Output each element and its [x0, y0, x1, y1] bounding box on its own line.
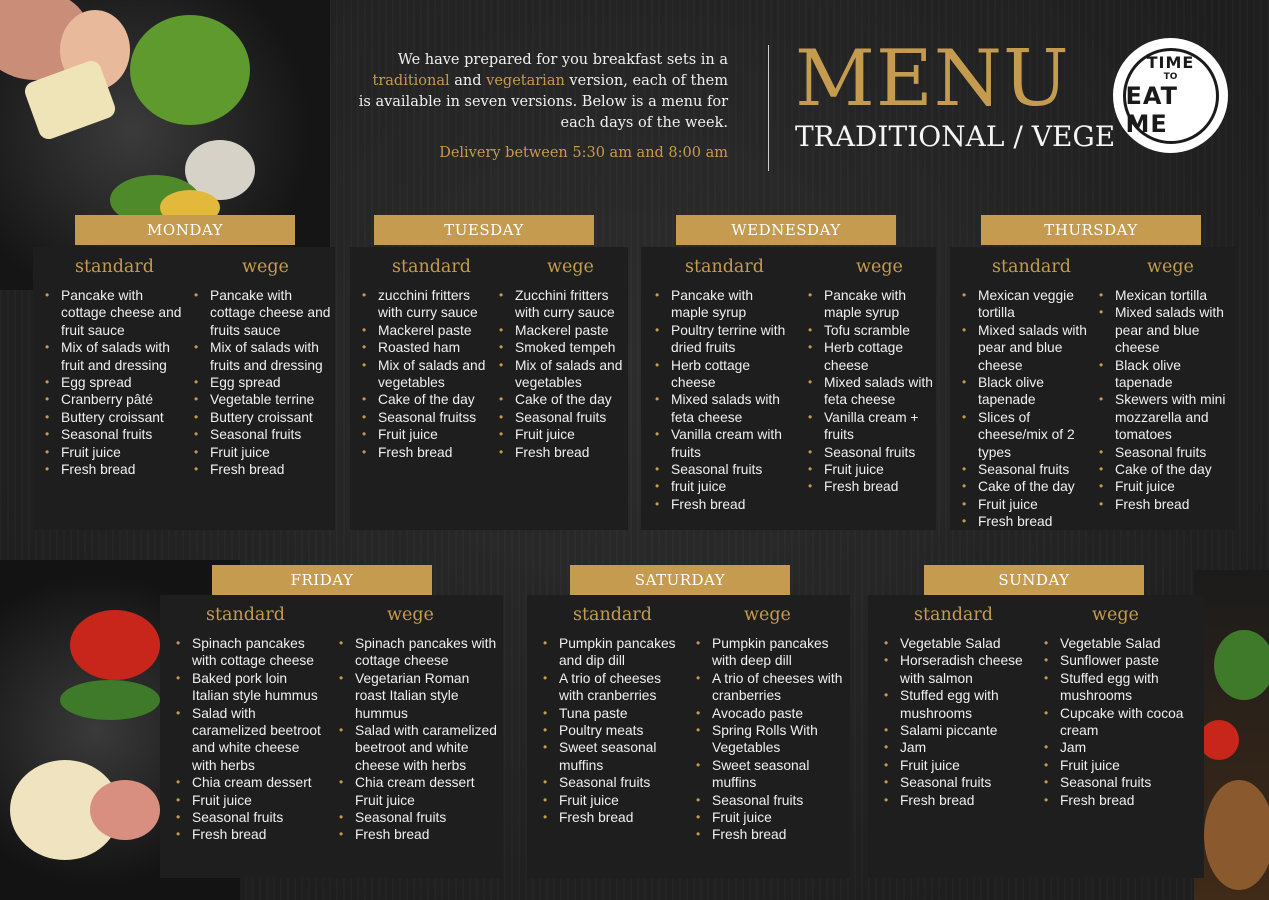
- menu-item: • Seasonal fruits: [1095, 444, 1235, 461]
- standard-item-list: [172, 635, 323, 844]
- menu-item: • Pumpkin pancakes with deep dill: [692, 635, 850, 670]
- day-card-saturday: [527, 595, 850, 878]
- menu-item: • Fresh bread: [41, 461, 182, 478]
- standard-column-title: standard: [914, 605, 993, 625]
- menu-item: • Skewers with mini mozzarella and tomatoes: [1095, 391, 1235, 443]
- wege-item-list: [1040, 635, 1204, 809]
- menu-item: • Mix of salads with fruit and dressing: [41, 339, 182, 374]
- menu-item: • Buttery croissant: [41, 409, 182, 426]
- wege-item-list: [804, 287, 936, 496]
- menu-item: • Seasonal fruits: [190, 426, 335, 443]
- menu-item: • Tuna paste: [539, 705, 680, 722]
- menu-item: • Stuffed egg with mushrooms: [1040, 670, 1204, 705]
- menu-item: • Spinach pancakes with cottage cheese: [172, 635, 323, 670]
- wege-column: [182, 257, 335, 530]
- standard-item-list: [958, 287, 1087, 531]
- menu-item: • Seasonal fruits: [41, 426, 182, 443]
- standard-column-title: standard: [206, 605, 285, 625]
- standard-column-title: standard: [685, 257, 764, 277]
- menu-item: • Roasted ham: [358, 339, 487, 356]
- menu-item: • Black olive tapenade: [1095, 357, 1235, 392]
- menu-item: • Fruit juice: [539, 792, 680, 809]
- menu-item: • Cranberry pâté: [41, 391, 182, 408]
- day-header-tuesday: TUESDAY: [374, 215, 594, 245]
- menu-item: • Fruit juice: [190, 444, 335, 461]
- menu-item: • Mixed salads with pear and blue cheese: [1095, 304, 1235, 356]
- menu-item: • Mix of salads with fruits and dressing: [190, 339, 335, 374]
- menu-item: • Mackerel paste: [358, 322, 487, 339]
- menu-item: • Fresh bread: [880, 792, 1028, 809]
- menu-item: • Mackerel paste: [495, 322, 628, 339]
- food-photo-bottom-right: [1194, 570, 1269, 900]
- menu-subtitle: TRADITIONAL / VEGE: [795, 120, 1116, 153]
- menu-item: • Vanilla cream + fruits: [804, 409, 936, 444]
- standard-column: [950, 257, 1087, 530]
- menu-item: • Fresh bread: [651, 496, 794, 513]
- menu-item: • Sweet seasonal muffins: [692, 757, 850, 792]
- menu-item: • Seasonal fruits: [880, 774, 1028, 791]
- menu-item: • Tofu scramble: [804, 322, 936, 339]
- menu-item: • Fresh bread: [335, 826, 503, 843]
- menu-item: • A trio of cheeses with cranberries: [539, 670, 680, 705]
- intro-text: We have prepared for you breakfast sets in a traditional and vegetarian version, each of them is available in seven versions. Below is a menu for each days of the week. Delivery between 5:30 am and 8:00 am: [345, 50, 728, 164]
- menu-item: • Avocado paste: [692, 705, 850, 722]
- menu-item: • Stuffed egg with mushrooms: [880, 687, 1028, 722]
- menu-item: • Fresh bread: [1095, 496, 1235, 513]
- day-header-friday: FRIDAY: [212, 565, 432, 595]
- menu-item: • Egg spread: [190, 374, 335, 391]
- menu-item: • Mix of salads and vegetables: [358, 357, 487, 392]
- menu-item: • A trio of cheeses with cranberries: [692, 670, 850, 705]
- wege-column-title: wege: [856, 257, 903, 277]
- menu-item: • Mix of salads and vegetables: [495, 357, 628, 392]
- menu-item: • Mixed salads with feta cheese: [804, 374, 936, 409]
- wege-column: [794, 257, 936, 530]
- standard-column: [641, 257, 794, 530]
- menu-item: • Seasonal fruits: [539, 774, 680, 791]
- time-to-eat-me-logo: TIME TO EAT ME: [1113, 38, 1228, 153]
- menu-item: • Fruit juice: [692, 809, 850, 826]
- menu-item: • Mixed salads with pear and blue cheese: [958, 322, 1087, 374]
- menu-item: • Fresh bread: [172, 826, 323, 843]
- standard-column-title: standard: [75, 257, 154, 277]
- menu-item: • Pancake with cottage cheese and fruits sauce: [190, 287, 335, 339]
- menu-item: • Spring Rolls With Vegetables: [692, 722, 850, 757]
- vegetarian-highlight: vegetarian: [486, 73, 565, 89]
- menu-item: • Pancake with maple syrup: [651, 287, 794, 322]
- menu-item: • Fruit juice: [358, 426, 487, 443]
- menu-item: • Salad with caramelized beetroot and white cheese with herbs: [172, 705, 323, 775]
- menu-item: • Seasonal fruits: [495, 409, 628, 426]
- menu-item: • Seasonal fruits: [651, 461, 794, 478]
- menu-item: • Vegetarian Roman roast Italian style hummus: [335, 670, 503, 722]
- day-card-monday: [33, 247, 335, 530]
- standard-column: [350, 257, 487, 530]
- menu-item: • Fruit juice: [880, 757, 1028, 774]
- menu-item: • Jam: [1040, 739, 1204, 756]
- wege-item-list: [1095, 287, 1235, 513]
- menu-item: • Poultry meats: [539, 722, 680, 739]
- menu-item: • Cake of the day: [958, 478, 1087, 495]
- wege-column: [1087, 257, 1235, 530]
- menu-item: • Seasonal fruitss: [358, 409, 487, 426]
- menu-item: • Chia cream dessert: [172, 774, 323, 791]
- menu-item: • Horseradish cheese with salmon: [880, 652, 1028, 687]
- day-header-wednesday: WEDNESDAY: [676, 215, 896, 245]
- menu-item: • Chia cream dessert Fruit juice: [335, 774, 503, 809]
- menu-item: • Fresh bread: [692, 826, 850, 843]
- menu-item: • Buttery croissant: [190, 409, 335, 426]
- menu-item: • Fresh bread: [190, 461, 335, 478]
- wege-column-title: wege: [242, 257, 289, 277]
- menu-item: • Mixed salads with feta cheese: [651, 391, 794, 426]
- menu-item: • Sunflower paste: [1040, 652, 1204, 669]
- menu-item: • Herb cottage cheese: [804, 339, 936, 374]
- wege-item-list: [495, 287, 628, 461]
- menu-item: • fruit juice: [651, 478, 794, 495]
- day-card-thursday: [950, 247, 1235, 530]
- day-card-wednesday: [641, 247, 936, 530]
- menu-item: • Fruit juice: [41, 444, 182, 461]
- menu-item: • Fruit juice: [172, 792, 323, 809]
- wege-item-list: [190, 287, 335, 478]
- standard-column-title: standard: [392, 257, 471, 277]
- menu-item: • Fresh bread: [1040, 792, 1204, 809]
- menu-item: • Seasonal fruits: [172, 809, 323, 826]
- menu-item: • Mexican veggie tortilla: [958, 287, 1087, 322]
- day-card-tuesday: [350, 247, 628, 530]
- header-divider: [768, 45, 769, 171]
- day-card-friday: [160, 595, 503, 878]
- menu-item: • Vegetable Salad: [1040, 635, 1204, 652]
- menu-item: • Pancake with cottage cheese and fruit sauce: [41, 287, 182, 339]
- wege-column-title: wege: [547, 257, 594, 277]
- menu-item: • Fruit juice: [804, 461, 936, 478]
- menu-item: • Fresh bread: [358, 444, 487, 461]
- wege-column-title: wege: [1147, 257, 1194, 277]
- menu-item: • Seasonal fruits: [335, 809, 503, 826]
- menu-item: • zucchini fritters with curry sauce: [358, 287, 487, 322]
- menu-item: • Egg spread: [41, 374, 182, 391]
- menu-item: • Seasonal fruits: [958, 461, 1087, 478]
- menu-item: • Black olive tapenade: [958, 374, 1087, 409]
- menu-item: • Fruit juice: [958, 496, 1087, 513]
- wege-column-title: wege: [1092, 605, 1139, 625]
- wege-column: [680, 605, 850, 878]
- menu-item: • Pumpkin pancakes and dip dill: [539, 635, 680, 670]
- menu-item: • Salami piccante: [880, 722, 1028, 739]
- menu-item: • Fresh bread: [495, 444, 628, 461]
- menu-item: • Seasonal fruits: [804, 444, 936, 461]
- standard-column-title: standard: [992, 257, 1071, 277]
- standard-column: [868, 605, 1028, 878]
- menu-item: • Vegetable Salad: [880, 635, 1028, 652]
- menu-item: • Fresh bread: [539, 809, 680, 826]
- menu-item: • Pancake with maple syrup: [804, 287, 936, 322]
- menu-item: • Zucchini fritters with curry sauce: [495, 287, 628, 322]
- wege-column: [1028, 605, 1204, 878]
- menu-item: • Fruit juice: [1095, 478, 1235, 495]
- standard-column: [33, 257, 182, 530]
- menu-item: • Smoked tempeh: [495, 339, 628, 356]
- wege-item-list: [692, 635, 850, 844]
- menu-item: • Fruit juice: [495, 426, 628, 443]
- menu-item: • Vegetable terrine: [190, 391, 335, 408]
- standard-column: [527, 605, 680, 878]
- day-header-monday: MONDAY: [75, 215, 295, 245]
- menu-item: • Vanilla cream with fruits: [651, 426, 794, 461]
- menu-item: • Spinach pancakes with cottage cheese: [335, 635, 503, 670]
- menu-item: • Slices of cheese/mix of 2 types: [958, 409, 1087, 461]
- standard-item-list: [651, 287, 794, 513]
- menu-item: • Fruit juice: [1040, 757, 1204, 774]
- standard-item-list: [880, 635, 1028, 809]
- traditional-highlight: traditional: [372, 73, 450, 89]
- standard-column-title: standard: [573, 605, 652, 625]
- standard-item-list: [358, 287, 487, 461]
- delivery-hours: Delivery between 5:30 am and 8:00 am: [439, 145, 728, 161]
- menu-title: MENU: [795, 34, 1070, 124]
- menu-item: • Jam: [880, 739, 1028, 756]
- day-header-saturday: SATURDAY: [570, 565, 790, 595]
- menu-item: • Seasonal fruits: [692, 792, 850, 809]
- menu-item: • Herb cottage cheese: [651, 357, 794, 392]
- wege-column-title: wege: [744, 605, 791, 625]
- menu-item: • Poultry terrine with dried fruits: [651, 322, 794, 357]
- standard-item-list: [539, 635, 680, 826]
- menu-item: • Seasonal fruits: [1040, 774, 1204, 791]
- wege-item-list: [335, 635, 503, 844]
- wege-column: [323, 605, 503, 878]
- menu-item: • Cupcake with cocoa cream: [1040, 705, 1204, 740]
- menu-item: • Fresh bread: [958, 513, 1087, 530]
- standard-column: [160, 605, 323, 878]
- menu-item: • Sweet seasonal muffins: [539, 739, 680, 774]
- day-card-sunday: [868, 595, 1204, 878]
- menu-item: • Baked pork loin Italian style hummus: [172, 670, 323, 705]
- menu-item: • Fresh bread: [804, 478, 936, 495]
- menu-item: • Cake of the day: [358, 391, 487, 408]
- day-header-thursday: THURSDAY: [981, 215, 1201, 245]
- menu-item: • Mexican tortilla: [1095, 287, 1235, 304]
- menu-item: • Cake of the day: [495, 391, 628, 408]
- wege-column: [487, 257, 628, 530]
- wege-column-title: wege: [387, 605, 434, 625]
- standard-item-list: [41, 287, 182, 478]
- menu-item: • Salad with caramelized beetroot and white cheese with herbs: [335, 722, 503, 774]
- menu-item: • Cake of the day: [1095, 461, 1235, 478]
- day-header-sunday: SUNDAY: [924, 565, 1144, 595]
